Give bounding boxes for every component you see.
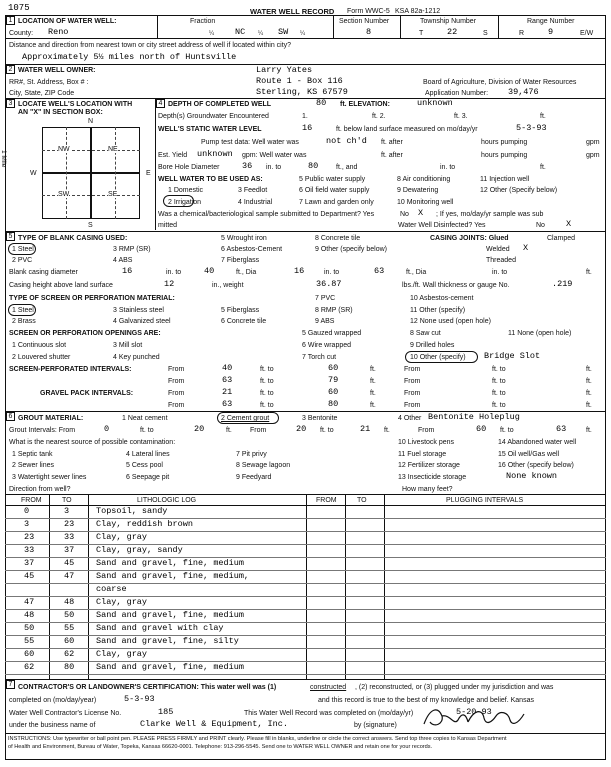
gravel-intervals-label: GRAVEL PACK INTERVALS: — [40, 390, 134, 397]
opening-other-value: Bridge Slot — [484, 351, 541, 361]
log-from-cell: 0 — [24, 506, 30, 516]
mile-label: 1 Mile — [0, 150, 7, 168]
address-label: RR#, St. Address, Box # : — [9, 79, 89, 86]
log-to-cell: 45 — [64, 558, 75, 568]
static-date: 5-3-93 — [516, 123, 547, 133]
owner-value: Larry Yates — [256, 65, 313, 75]
pump-test-label: Pump test data: Well water was — [201, 139, 299, 146]
signature — [420, 702, 530, 732]
form-number: Form WWC-5 — [347, 8, 390, 15]
county-label: County: — [9, 30, 34, 37]
howmany-label: How many feet? — [402, 486, 453, 493]
log-to-cell: 80 — [64, 662, 75, 672]
log-description-cell: Sand and gravel with clay — [96, 623, 224, 633]
static-level-value: 16 — [302, 123, 313, 133]
log-description-cell: Sand and gravel, fine, medium — [96, 662, 244, 672]
log-from-header: FROM — [21, 497, 42, 504]
section-2-number: 2 — [6, 65, 15, 74]
log-description-cell: Sand and gravel, fine, medium — [96, 558, 244, 568]
section-1-number: 1 — [6, 16, 15, 25]
county-value: Reno — [48, 27, 69, 37]
page-number: 1075 — [8, 3, 30, 13]
log-to-cell: 23 — [64, 519, 75, 529]
application-label: Application Number: — [425, 90, 489, 97]
casing-diameter-label: Blank casing diameter — [9, 269, 78, 276]
yield-value: unknown — [197, 149, 233, 159]
grout-intervals-label: Grout Intervals: From — [9, 427, 76, 434]
city-value: Sterling, KS 67579 — [256, 87, 348, 97]
license-label: Water Well Contractor's License No. — [9, 710, 122, 717]
range-label: Range Number — [527, 18, 575, 25]
casing-type-label: TYPE OF BLANK CASING USED: — [18, 235, 128, 242]
pump-test-value: not ch'd — [326, 136, 367, 146]
log-from-cell: 37 — [24, 558, 35, 568]
log-to-cell: 47 — [64, 571, 75, 581]
log-to-cell: 48 — [64, 597, 75, 607]
city-label: City, State, ZIP Code — [9, 90, 75, 97]
steel-circle — [8, 243, 36, 255]
business-label: under the business name of — [9, 722, 96, 729]
log-from-cell: 50 — [24, 623, 35, 633]
certification-label: CONTRACTOR'S OR LANDOWNER'S CERTIFICATION: This water well was (1) — [18, 684, 277, 691]
locate-label: LOCATE WELL'S LOCATION WITH — [18, 101, 133, 108]
log-from-cell: 45 — [24, 571, 35, 581]
log-from-cell: 60 — [24, 649, 35, 659]
board-label: Board of Agriculture, Division of Water Resources — [423, 79, 577, 86]
disinfected-label: Water Well Disinfected? Yes — [398, 222, 486, 229]
irrigation-circle — [163, 195, 194, 207]
completed-date: 5-3-93 — [124, 694, 155, 704]
screen-type-label: TYPE OF SCREEN OR PERFORATION MATERIAL: — [9, 295, 175, 302]
yield-label: Est. Yield — [158, 152, 188, 159]
log-description-cell: Clay, gray — [96, 597, 148, 607]
elevation-value: unknown — [417, 98, 453, 108]
log-to-cell: 60 — [64, 636, 75, 646]
bore-depth: 80 — [308, 161, 319, 171]
address-value: Route 1 - Box 116 — [256, 76, 343, 86]
log-description-cell: Clay, reddish brown — [96, 519, 193, 529]
log-from-cell: 48 — [24, 610, 35, 620]
log-description-cell: Clay, gray, sandy — [96, 545, 183, 555]
log-to-cell: 50 — [64, 610, 75, 620]
depth-value: 80 — [316, 98, 327, 108]
location-label: LOCATION OF WATER WELL: — [18, 18, 117, 25]
log-description-cell: Sand and gravel, fine, silty — [96, 636, 239, 646]
log-from-cell: 3 — [24, 519, 30, 529]
contam-other-value: None known — [506, 471, 558, 481]
joints-label: CASING JOINTS: Glued — [430, 235, 509, 242]
depth-label: DEPTH OF COMPLETED WELL — [168, 101, 272, 108]
grout-other-value: Bentonite Holeplug — [428, 412, 520, 422]
form-title: WATER WELL RECORD — [250, 7, 335, 16]
section-number: 8 — [366, 27, 372, 37]
section-5-number: 5 — [6, 232, 15, 241]
fraction-q2: SW — [278, 27, 289, 37]
contamination-label: What is the nearest source of possible contamination: — [9, 439, 176, 446]
log-from-cell: 33 — [24, 545, 35, 555]
groundwater-label: Depth(s) Groundwater Encountered — [158, 113, 269, 120]
owner-label: WATER WELL OWNER: — [18, 67, 96, 74]
chem-sample-label: Was a chemical/bacteriological sample submitted to Department? Yes — [158, 211, 375, 218]
log-to-cell: 55 — [64, 623, 75, 633]
distance-label: Distance and direction from nearest town or city street address of well if located within city? — [9, 42, 292, 49]
record-date: 5-20-93 — [456, 707, 492, 717]
bore-diameter: 36 — [242, 161, 253, 171]
township-label: Township Number — [420, 18, 477, 25]
log-to-header: TO — [62, 497, 72, 504]
perf-intervals-label: SCREEN-PERFORATED INTERVALS: — [9, 366, 132, 373]
log-description-cell: Topsoil, sandy — [96, 506, 168, 516]
application-number: 39,476 — [508, 87, 539, 97]
log-description-cell: Sand and gravel, fine, medium — [96, 610, 244, 620]
use-label: WELL WATER TO BE USED AS: — [158, 176, 263, 183]
constructed-option: constructed — [310, 684, 347, 691]
log-description-cell: Clay, gray — [96, 649, 148, 659]
section-6-number: 6 — [6, 412, 15, 421]
section-3-number: 3 — [6, 99, 15, 108]
grout-label: GROUT MATERIAL: — [18, 415, 84, 422]
log-to-cell: 33 — [64, 532, 75, 542]
plugging-header: PLUGGING INTERVALS — [446, 497, 524, 504]
range-number: 9 — [548, 27, 554, 37]
section-7-number: 7 — [6, 680, 15, 689]
log-from-cell: 47 — [24, 597, 35, 607]
business-name: Clarke Well & Equipment, Inc. — [140, 719, 288, 729]
static-level-label: WELL'S STATIC WATER LEVEL — [158, 126, 262, 133]
completed-label: completed on (mo/day/year) — [9, 697, 97, 704]
log-from-cell: 55 — [24, 636, 35, 646]
log-from-cell: 23 — [24, 532, 35, 542]
section-4-number: 4 — [156, 99, 165, 108]
log-from-cell: 62 — [24, 662, 35, 672]
openings-label: SCREEN OR PERFORATION OPENINGS ARE: — [9, 330, 161, 337]
township-number: 22 — [447, 27, 458, 37]
ksa-ref: KSA 82a-1212 — [395, 8, 441, 15]
bore-label: Bore Hole Diameter — [158, 164, 220, 171]
direction-label: Direction from well? — [9, 486, 71, 493]
log-description-cell: coarse — [96, 584, 127, 594]
casing-height-label: Casing height above land surface — [9, 282, 113, 289]
distance-value: Approximately 5½ miles north of Huntsville — [22, 52, 237, 62]
log-to-cell: 3 — [64, 506, 70, 516]
log-description-cell: Sand and gravel, fine, medium, — [96, 571, 250, 581]
instructions: INSTRUCTIONS: Use typewriter or ball point pen. PLEASE PRESS FIRMLY and PRINT clearly. Please fill in blanks, underline or circle the correct answers. Send top three copies to Kansas Department — [8, 736, 507, 742]
log-to-cell: 37 — [64, 545, 75, 555]
section-number-label: Section Number — [339, 18, 390, 25]
log-to-cell: 62 — [64, 649, 75, 659]
log-description-cell: Clay, gray — [96, 532, 148, 542]
fraction-q1: NC — [235, 27, 246, 37]
license-number: 185 — [158, 707, 174, 717]
fraction-label: Fraction — [190, 18, 216, 25]
log-lithologic-header: LITHOLOGIC LOG — [137, 497, 197, 504]
